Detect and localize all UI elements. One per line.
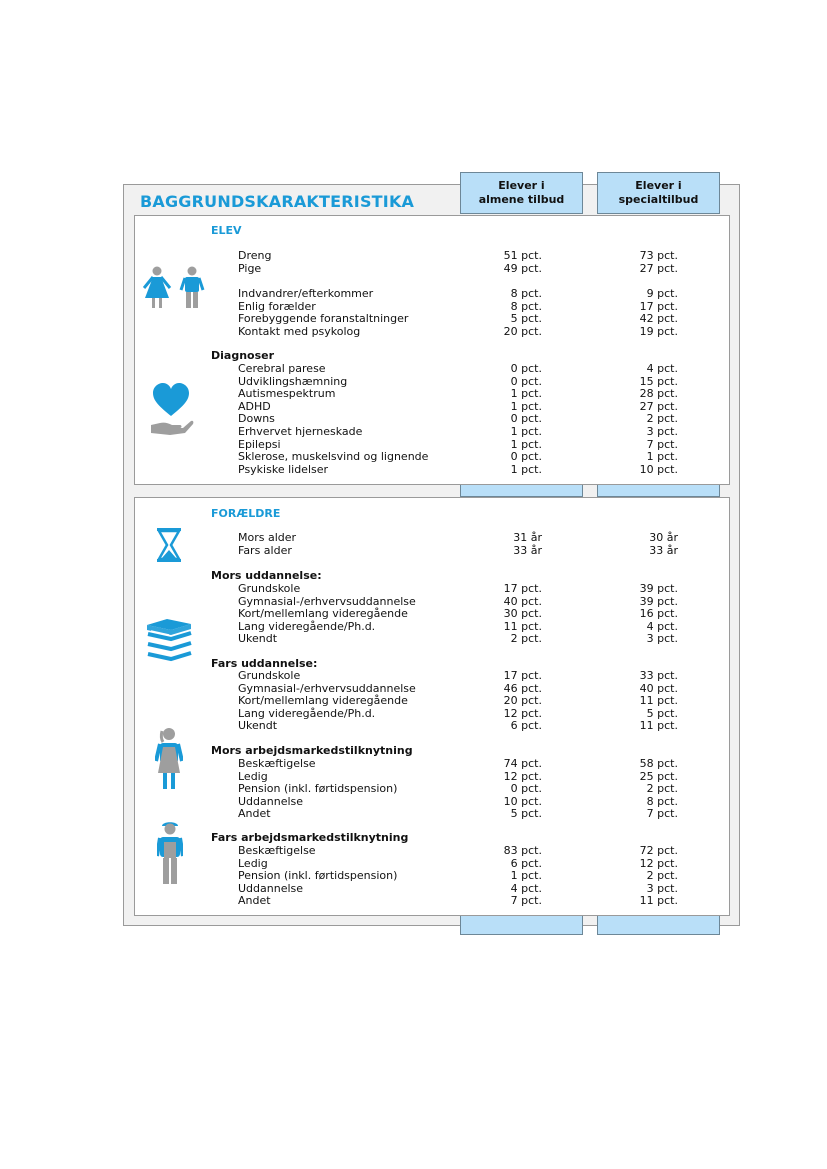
value-almene: 74 pct. <box>503 757 542 770</box>
row-label: Pige <box>238 261 262 275</box>
table-row <box>0 782 827 795</box>
row-label: ADHD <box>238 399 271 413</box>
value-special: 72 pct. <box>639 844 678 857</box>
value-special: 10 pct. <box>639 462 678 476</box>
value-special: 12 pct. <box>639 856 678 870</box>
value-special: 40 pct. <box>639 681 678 695</box>
section-title-foraeldre: FORÆLDRE <box>211 507 281 520</box>
row-label: Cerebral parese <box>238 362 326 375</box>
value-almene: 5 pct. <box>510 312 542 326</box>
row-label: Lang videregående/Ph.d. <box>238 706 376 720</box>
subsection-title: Diagnoser <box>211 349 275 362</box>
table-row <box>0 707 827 720</box>
value-almene: 1 pct. <box>510 869 542 883</box>
value-almene: 49 pct. <box>503 261 542 275</box>
row-label: Pension (inkl. førtidspension) <box>238 869 398 883</box>
column-header-special <box>597 172 720 214</box>
table-row <box>0 632 827 645</box>
row-label: Kontakt med psykolog <box>238 324 361 338</box>
value-almene: 17 pct. <box>503 669 542 682</box>
row-label: Fars alder <box>238 543 292 557</box>
value-special: 1 pct. <box>646 450 678 464</box>
row-label: Gymnasial-/erhvervsuddannelse <box>238 594 416 608</box>
table-row <box>0 463 827 476</box>
row-label: Gymnasial-/erhvervsuddannelse <box>238 681 416 695</box>
value-special: 4 pct. <box>646 362 678 375</box>
table-row <box>0 531 827 544</box>
value-almene: 2 pct. <box>510 632 542 646</box>
value-almene: 0 pct. <box>510 362 542 375</box>
value-almene: 7 pct. <box>510 894 542 908</box>
value-almene: 1 pct. <box>510 387 542 401</box>
section-title-elev: ELEV <box>211 224 242 237</box>
value-special: 2 pct. <box>646 412 678 426</box>
row-label: Autismespektrum <box>238 387 336 401</box>
value-special: 39 pct. <box>639 582 678 595</box>
table-row <box>0 844 827 857</box>
value-almene: 8 pct. <box>510 287 542 300</box>
value-special: 25 pct. <box>639 769 678 783</box>
row-label: Enlig forælder <box>238 299 316 313</box>
table-row <box>0 620 827 633</box>
value-special: 39 pct. <box>639 594 678 608</box>
row-label: Beskæftigelse <box>238 757 316 770</box>
table-row <box>0 450 827 463</box>
table-row <box>0 425 827 438</box>
column-header-almene <box>460 172 583 214</box>
value-almene: 46 pct. <box>503 681 542 695</box>
column-header-line: almene tilbud <box>478 193 565 206</box>
row-label: Downs <box>238 412 275 426</box>
value-almene: 51 pct. <box>503 249 542 262</box>
value-almene: 33 år <box>513 543 542 557</box>
row-label: Uddannelse <box>238 794 304 808</box>
table-row <box>0 249 827 262</box>
value-almene: 4 pct. <box>510 881 542 895</box>
table-row <box>0 682 827 695</box>
table-row <box>0 438 827 451</box>
table-row <box>0 882 827 895</box>
value-special: 5 pct. <box>646 706 678 720</box>
value-almene: 40 pct. <box>503 594 542 608</box>
row-label: Grundskole <box>238 669 301 682</box>
value-special: 27 pct. <box>639 399 678 413</box>
table-row <box>0 544 827 557</box>
row-label: Andet <box>238 807 271 821</box>
table-row <box>0 387 827 400</box>
subsection-title: Fars uddannelse: <box>211 657 318 670</box>
value-special: 2 pct. <box>646 869 678 883</box>
value-almene: 12 pct. <box>503 769 542 783</box>
table-row <box>0 412 827 425</box>
value-special: 73 pct. <box>639 249 678 262</box>
table-row <box>0 595 827 608</box>
value-special: 11 pct. <box>639 719 678 733</box>
column-header-line: Elever i <box>498 179 545 192</box>
row-label: Beskæftigelse <box>238 844 316 857</box>
table-row <box>0 807 827 820</box>
table-row <box>0 582 827 595</box>
value-special: 58 pct. <box>639 757 678 770</box>
table-row <box>0 795 827 808</box>
value-special: 3 pct. <box>646 425 678 438</box>
row-label: Psykiske lidelser <box>238 462 329 476</box>
table-row <box>0 300 827 313</box>
row-label: Andet <box>238 894 271 908</box>
row-label: Ukendt <box>238 719 278 733</box>
value-special: 33 pct. <box>639 669 678 682</box>
table-row <box>0 325 827 338</box>
row-label: Kort/mellemlang videregående <box>238 694 408 708</box>
column-strip <box>460 485 583 497</box>
row-label: Pension (inkl. førtidspension) <box>238 782 398 796</box>
value-special: 17 pct. <box>639 299 678 313</box>
value-almene: 5 pct. <box>510 807 542 821</box>
table-row <box>0 607 827 620</box>
table-row <box>0 287 827 300</box>
table-row <box>0 312 827 325</box>
value-special: 16 pct. <box>639 607 678 621</box>
table-row <box>0 669 827 682</box>
row-label: Erhvervet hjerneskade <box>238 425 363 438</box>
value-almene: 0 pct. <box>510 782 542 796</box>
row-label: Udviklingshæmning <box>238 374 348 388</box>
value-almene: 0 pct. <box>510 450 542 464</box>
row-label: Sklerose, muskelsvind og lignende <box>238 450 429 464</box>
row-label: Dreng <box>238 249 272 262</box>
value-special: 7 pct. <box>646 437 678 451</box>
value-special: 2 pct. <box>646 782 678 796</box>
value-almene: 6 pct. <box>510 719 542 733</box>
value-special: 30 år <box>649 531 678 544</box>
value-almene: 6 pct. <box>510 856 542 870</box>
value-almene: 1 pct. <box>510 399 542 413</box>
value-almene: 1 pct. <box>510 437 542 451</box>
row-label: Indvandrer/efterkommer <box>238 287 374 300</box>
value-special: 3 pct. <box>646 881 678 895</box>
column-strip <box>597 485 720 497</box>
row-label: Uddannelse <box>238 881 304 895</box>
value-almene: 17 pct. <box>503 582 542 595</box>
subsection-title: Mors arbejdsmarkedstilknytning <box>211 744 413 757</box>
table-row <box>0 770 827 783</box>
value-almene: 12 pct. <box>503 706 542 720</box>
value-almene: 8 pct. <box>510 299 542 313</box>
value-almene: 0 pct. <box>510 412 542 426</box>
value-almene: 0 pct. <box>510 374 542 388</box>
table-row <box>0 400 827 413</box>
value-special: 9 pct. <box>646 287 678 300</box>
value-almene: 1 pct. <box>510 462 542 476</box>
value-special: 19 pct. <box>639 324 678 338</box>
table-row <box>0 362 827 375</box>
table-row <box>0 262 827 275</box>
table-row <box>0 694 827 707</box>
value-almene: 10 pct. <box>503 794 542 808</box>
row-label: Grundskole <box>238 582 301 595</box>
row-label: Mors alder <box>238 531 297 544</box>
column-header-line: specialtilbud <box>618 193 699 206</box>
row-label: Forebyggende foranstaltninger <box>238 312 409 326</box>
value-almene: 83 pct. <box>503 844 542 857</box>
row-label: Epilepsi <box>238 437 281 451</box>
value-special: 27 pct. <box>639 261 678 275</box>
value-special: 7 pct. <box>646 807 678 821</box>
table-row <box>0 894 827 907</box>
value-almene: 31 år <box>513 531 542 544</box>
column-strip <box>597 915 720 935</box>
row-label: Ukendt <box>238 632 278 646</box>
row-label: Kort/mellemlang videregående <box>238 607 408 621</box>
table-row <box>0 375 827 388</box>
table-row <box>0 719 827 732</box>
value-almene: 20 pct. <box>503 694 542 708</box>
value-special: 42 pct. <box>639 312 678 326</box>
row-label: Ledig <box>238 856 268 870</box>
value-special: 11 pct. <box>639 894 678 908</box>
value-special: 11 pct. <box>639 694 678 708</box>
value-special: 28 pct. <box>639 387 678 401</box>
value-special: 33 år <box>649 543 678 557</box>
value-almene: 20 pct. <box>503 324 542 338</box>
table-row <box>0 757 827 770</box>
value-special: 4 pct. <box>646 619 678 633</box>
table-row <box>0 869 827 882</box>
row-label: Lang videregående/Ph.d. <box>238 619 376 633</box>
value-special: 8 pct. <box>646 794 678 808</box>
value-special: 15 pct. <box>639 374 678 388</box>
table-row <box>0 857 827 870</box>
subsection-title: Mors uddannelse: <box>211 569 322 582</box>
value-almene: 11 pct. <box>503 619 542 633</box>
column-strip <box>460 915 583 935</box>
subsection-title: Fars arbejdsmarkedstilknytning <box>211 831 409 844</box>
column-header-line: Elever i <box>635 179 682 192</box>
value-almene: 30 pct. <box>503 607 542 621</box>
value-special: 3 pct. <box>646 632 678 646</box>
row-label: Ledig <box>238 769 268 783</box>
page-title: BAGGRUNDSKARAKTERISTIKA <box>140 192 415 211</box>
value-almene: 1 pct. <box>510 425 542 438</box>
